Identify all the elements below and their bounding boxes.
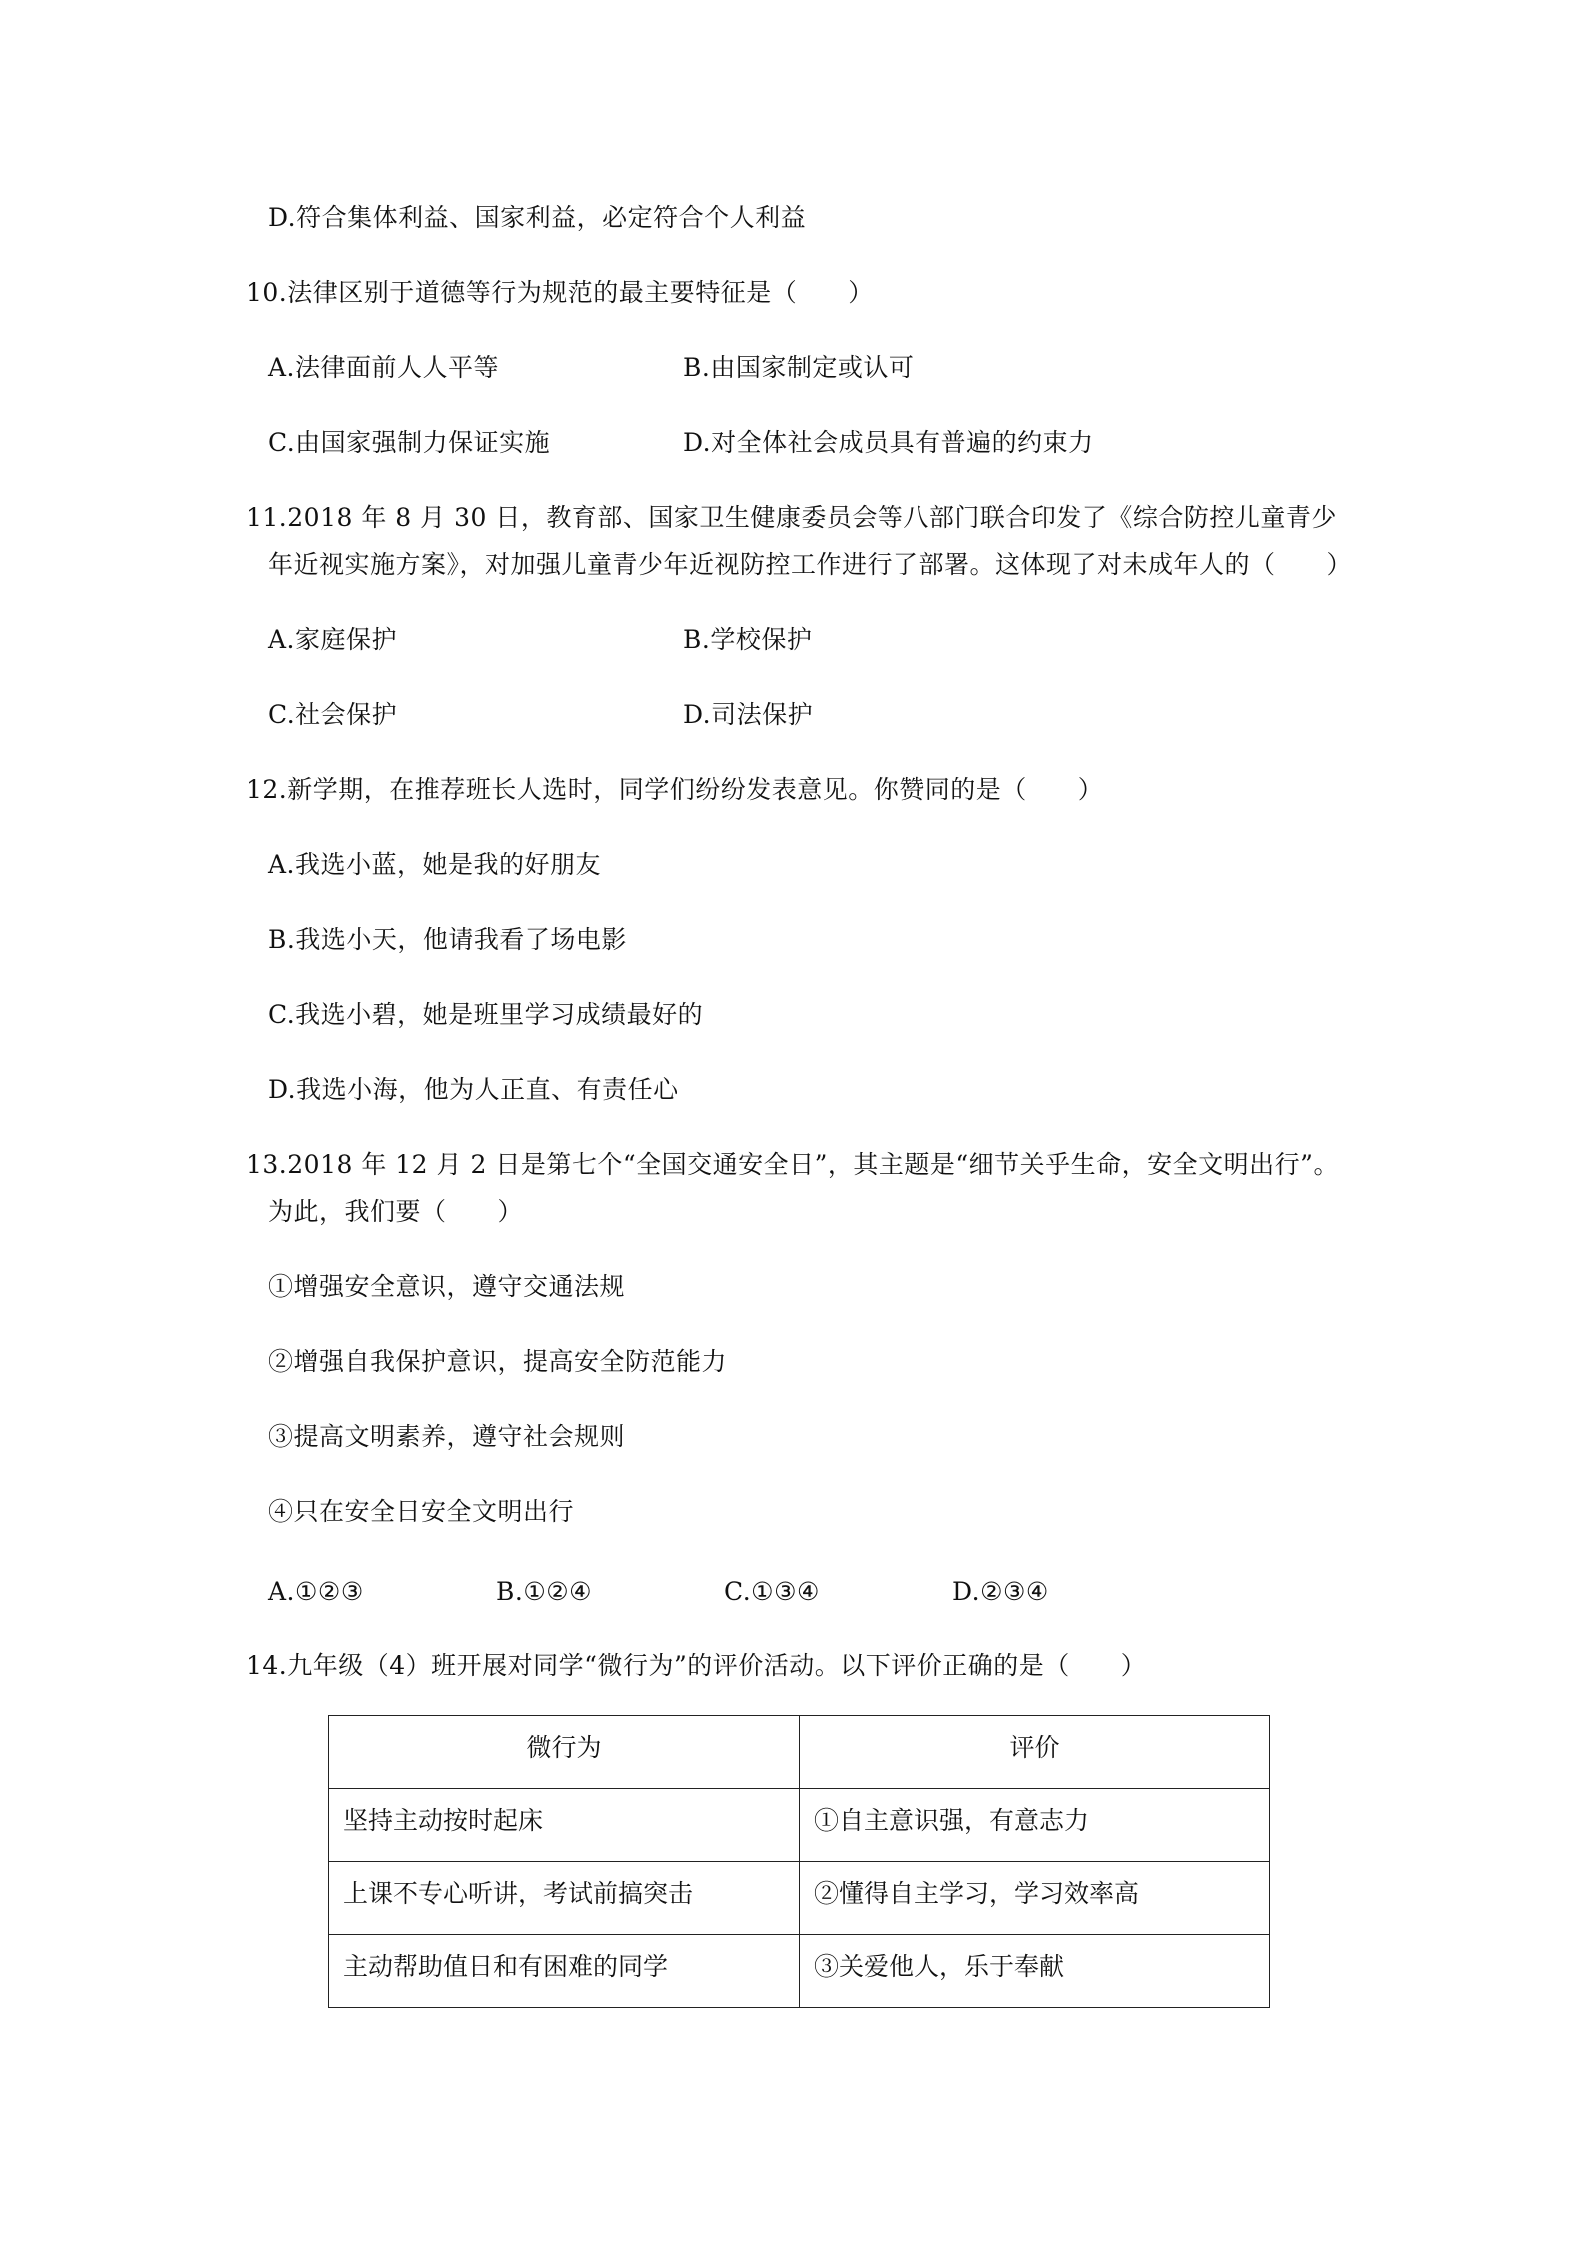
table-row xyxy=(329,1862,1270,1935)
q14-stem: 14.九年级（4）班开展对同学“微行为”的评价活动。以下评价正确的是（ ） xyxy=(246,1651,1147,1680)
q10-option-c: C.由国家强制力保证实施 xyxy=(268,428,551,457)
table-row xyxy=(329,1789,1270,1862)
q12-option-a: A.我选小蓝，她是我的好朋友 xyxy=(268,850,602,879)
q13-item-4: ④只在安全日安全文明出行 xyxy=(268,1497,575,1526)
q9-option-d: D.符合集体利益、国家利益，必定符合个人利益 xyxy=(268,203,807,232)
evaluation-table xyxy=(328,1715,1270,2008)
q13-option-b: B.①②④ xyxy=(496,1577,593,1606)
table-cell-evaluation: ①自主意识强，有意志力 xyxy=(800,1789,1270,1862)
q12-option-c: C.我选小碧，她是班里学习成绩最好的 xyxy=(268,1000,704,1029)
q13-option-c: C.①③④ xyxy=(724,1577,820,1606)
q11-option-b: B.学校保护 xyxy=(683,625,813,654)
table-cell-evaluation: ②懂得自主学习，学习效率高 xyxy=(800,1862,1270,1935)
q12-stem: 12.新学期，在推荐班长人选时，同学们纷纷发表意见。你赞同的是（ ） xyxy=(246,775,1104,804)
table-header-evaluation: 评价 xyxy=(800,1716,1270,1789)
table-row xyxy=(329,1935,1270,2008)
table-header-row xyxy=(329,1716,1270,1789)
q13-stem-line1: 13.2018 年 12 月 2 日是第七个“全国交通安全日”，其主题是“细节关乎生命，安全文明出行”。 xyxy=(246,1150,1339,1179)
table-cell-behavior: 坚持主动按时起床 xyxy=(329,1789,800,1862)
q13-option-d: D.②③④ xyxy=(952,1577,1049,1606)
q10-option-d: D.对全体社会成员具有普遍的约束力 xyxy=(683,428,1094,457)
q10-option-b: B.由国家制定或认可 xyxy=(683,353,915,382)
table-cell-behavior: 主动帮助值日和有困难的同学 xyxy=(329,1935,800,2008)
q13-option-a: A.①②③ xyxy=(268,1577,364,1606)
q10-stem: 10.法律区别于道德等行为规范的最主要特征是（ ） xyxy=(246,278,874,307)
table-cell-evaluation: ③关爱他人，乐于奉献 xyxy=(800,1935,1270,2008)
q13-stem-line2: 为此，我们要（ ） xyxy=(268,1197,524,1226)
q12-option-d: D.我选小海，他为人正直、有责任心 xyxy=(268,1075,679,1104)
q11-option-d: D.司法保护 xyxy=(683,700,814,729)
table-header-behavior: 微行为 xyxy=(329,1716,800,1789)
q13-item-1: ①增强安全意识，遵守交通法规 xyxy=(268,1272,626,1301)
q13-item-2: ②增强自我保护意识，提高安全防范能力 xyxy=(268,1347,728,1376)
q11-stem-line2: 年近视实施方案》，对加强儿童青少年近视防控工作进行了部署。这体现了对未成年人的（ ） xyxy=(268,550,1353,579)
q13-item-3: ③提高文明素养，遵守社会规则 xyxy=(268,1422,626,1451)
q11-option-a: A.家庭保护 xyxy=(268,625,398,654)
q10-option-a: A.法律面前人人平等 xyxy=(268,353,500,382)
table-cell-behavior: 上课不专心听讲，考试前搞突击 xyxy=(329,1862,800,1935)
q11-option-c: C.社会保护 xyxy=(268,700,398,729)
q11-stem-line1: 11.2018 年 8 月 30 日，教育部、国家卫生健康委员会等八部门联合印发了《综合防控儿童青少 xyxy=(246,503,1337,532)
q12-option-b: B.我选小天，他请我看了场电影 xyxy=(268,925,627,954)
